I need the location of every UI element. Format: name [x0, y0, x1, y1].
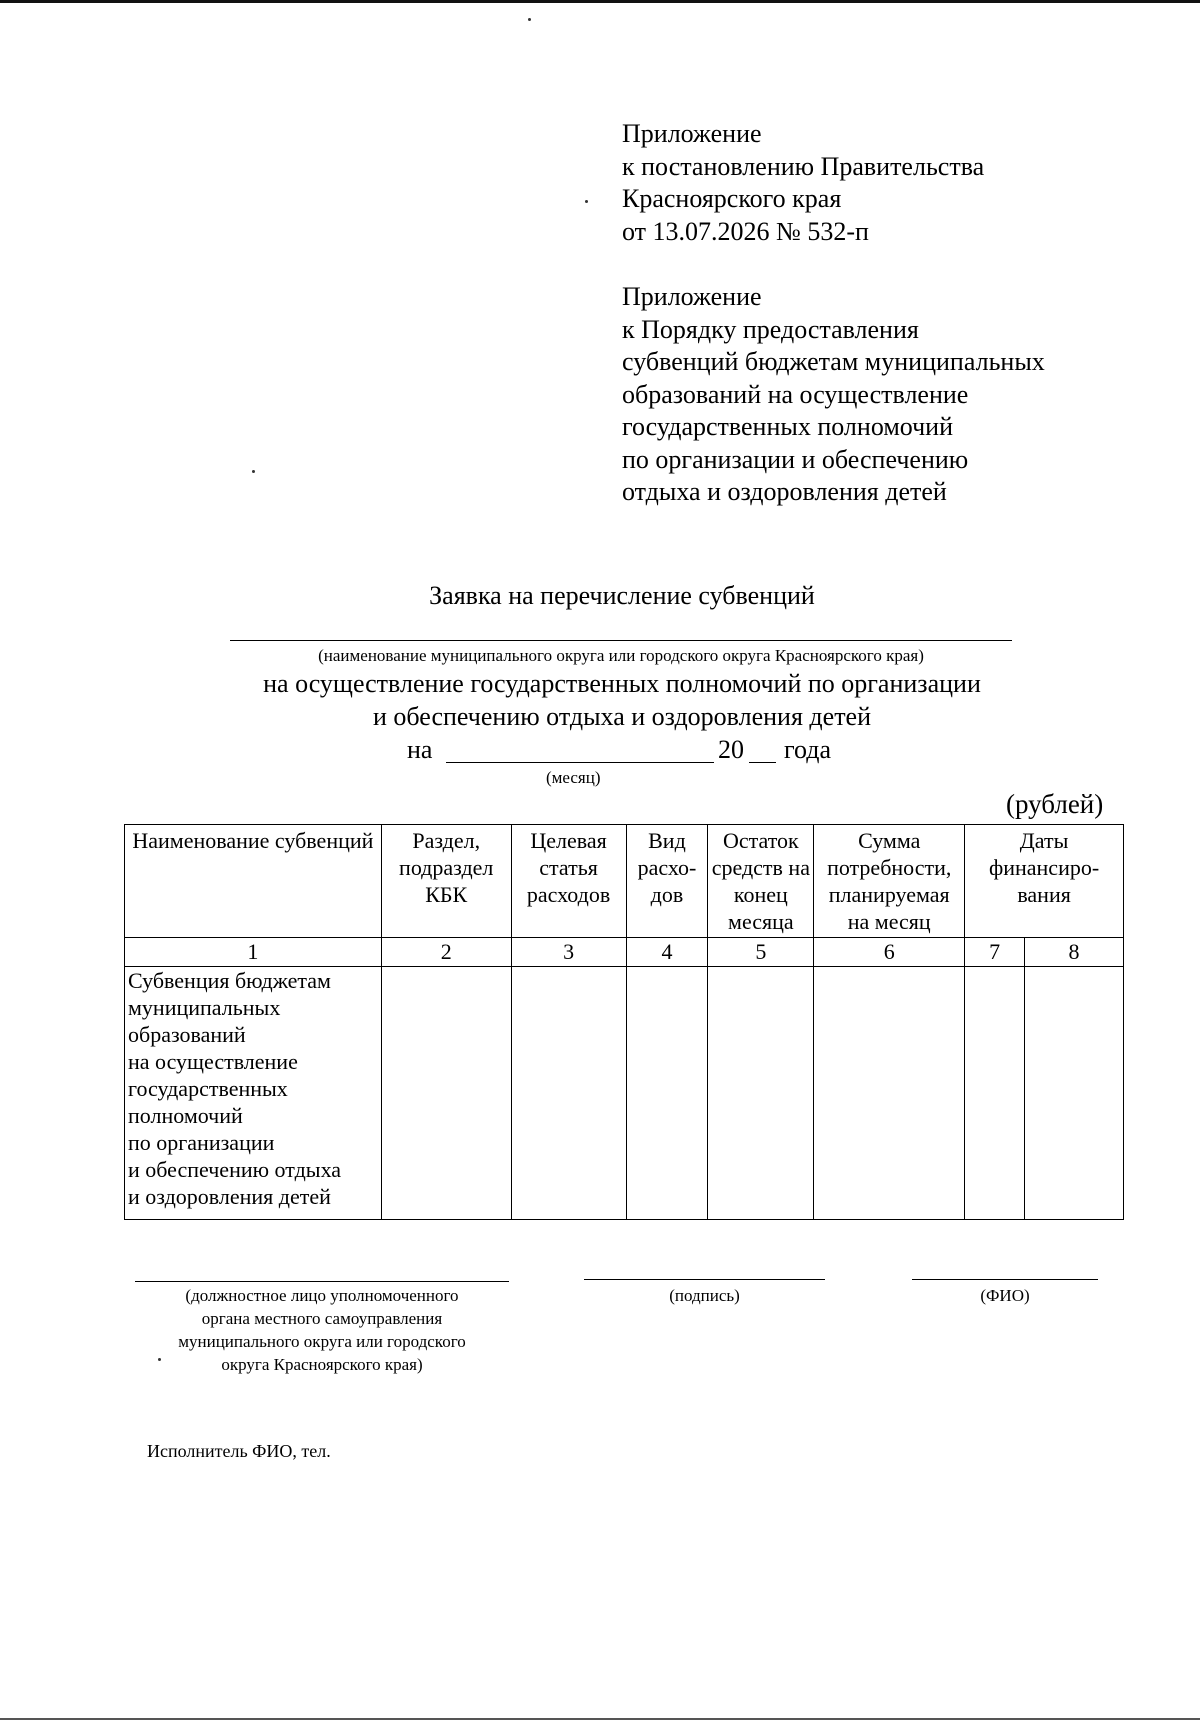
- official-caption-line: органа местного самоуправления: [201, 1309, 443, 1328]
- appendix-line: от 13.07.2026 № 532-п: [622, 216, 869, 246]
- month-fill-line: [446, 762, 714, 763]
- column-number: 8: [1025, 938, 1124, 967]
- period-prefix: на: [407, 735, 433, 764]
- column-number: 6: [814, 938, 965, 967]
- signature-caption: (подпись): [669, 1286, 740, 1305]
- year-fill-line: [749, 762, 776, 763]
- column-number: 2: [381, 938, 511, 967]
- header-balance: Остаток средств на конец месяца: [708, 825, 814, 938]
- subvention-name-line: и обеспечению отдыха: [128, 1157, 342, 1182]
- subvention-name-line: и оздоровления детей: [128, 1184, 331, 1209]
- period-suffix: года: [784, 735, 832, 764]
- column-number: 4: [626, 938, 708, 967]
- municipality-fill-line: [230, 640, 1012, 641]
- official-caption-line: (должностное лицо уполномоченного: [185, 1286, 459, 1305]
- subvention-name-line: на осуществление: [128, 1049, 298, 1074]
- appendix-procedure-block: [622, 281, 1045, 509]
- subvention-name-line: образований: [128, 1022, 246, 1047]
- appendix-line: к Порядку предоставления: [622, 314, 919, 344]
- appendix-line: Приложение: [622, 119, 762, 148]
- scan-top-edge: [0, 0, 1200, 3]
- header-kbk: Раздел, подраздел КБК: [381, 825, 511, 938]
- balance-cell[interactable]: [708, 967, 814, 1220]
- column-number: 3: [511, 938, 626, 967]
- official-fill-line: [135, 1281, 509, 1282]
- subvention-name-line: по организации: [128, 1130, 275, 1155]
- month-caption: (месяц): [546, 768, 601, 787]
- official-caption: [135, 1284, 509, 1376]
- appendix-line: к постановлению Правительства: [622, 151, 985, 181]
- scan-speck: [528, 18, 531, 21]
- subvention-table: [124, 824, 1124, 1220]
- signature-fill-line: [584, 1279, 825, 1280]
- header-name: Наименование субвенций: [125, 825, 382, 938]
- purpose-text: [0, 667, 1200, 733]
- scan-bottom-edge: [0, 1718, 1200, 1720]
- appendix-line: отдыха и оздоровления детей: [622, 477, 947, 506]
- appendix-line: по организации и обеспечению: [622, 444, 969, 474]
- appendix-resolution-block: [622, 118, 984, 248]
- fio-caption: (ФИО): [980, 1286, 1030, 1305]
- purpose-line: на осуществление государственных полномочий по организации: [263, 669, 981, 698]
- subvention-name-line: муниципальных: [128, 995, 281, 1020]
- appendix-line: субвенций бюджетам муниципальных: [622, 347, 1045, 376]
- appendix-line: государственных полномочий: [622, 412, 954, 441]
- column-number: 1: [125, 938, 382, 967]
- required-sum-cell[interactable]: [814, 967, 965, 1220]
- document-title: Заявка на перечисление субвенций: [429, 581, 815, 610]
- column-number: 7: [965, 938, 1025, 967]
- units-label: (рублей): [1006, 789, 1104, 819]
- column-number: 5: [708, 938, 814, 967]
- municipality-caption: (наименование муниципального округа или городского округа Красноярского края): [318, 646, 924, 665]
- official-caption-line: муниципального округа или городского: [178, 1332, 466, 1351]
- kbk-cell[interactable]: [381, 967, 511, 1220]
- table-header-row: [125, 825, 1124, 938]
- fio-fill-line: [912, 1279, 1098, 1280]
- financing-date-cell[interactable]: [965, 967, 1025, 1220]
- appendix-line: образований на осуществление: [622, 379, 969, 409]
- appendix-line: Красноярского края: [622, 184, 842, 213]
- table-row: [125, 967, 1124, 1220]
- subvention-name-cell: [125, 967, 382, 1220]
- target-article-cell[interactable]: [511, 967, 626, 1220]
- header-expense-type: Вид расхо-дов: [626, 825, 708, 938]
- subvention-name-line: полномочий: [128, 1103, 243, 1128]
- executor-label: Исполнитель ФИО, тел.: [147, 1441, 331, 1461]
- purpose-line: и обеспечению отдыха и оздоровления детей: [372, 702, 872, 731]
- financing-date-cell[interactable]: [1025, 967, 1124, 1220]
- subvention-name-line: государственных: [128, 1076, 288, 1101]
- period-year-prefix: 20: [718, 735, 744, 764]
- header-required-sum: Сумма потребности, планируемая на месяц: [814, 825, 965, 938]
- official-caption-line: округа Красноярского края): [221, 1355, 423, 1374]
- appendix-line: Приложение: [622, 282, 762, 311]
- scan-speck: [585, 200, 588, 203]
- header-financing-dates: Даты финансиро-вания: [965, 825, 1124, 938]
- expense-type-cell[interactable]: [626, 967, 708, 1220]
- table-number-row: [125, 938, 1124, 967]
- scan-speck: [252, 470, 255, 473]
- header-target-article: Целевая статья расходов: [511, 825, 626, 938]
- subvention-name-line: Субвенция бюджетам: [128, 968, 331, 993]
